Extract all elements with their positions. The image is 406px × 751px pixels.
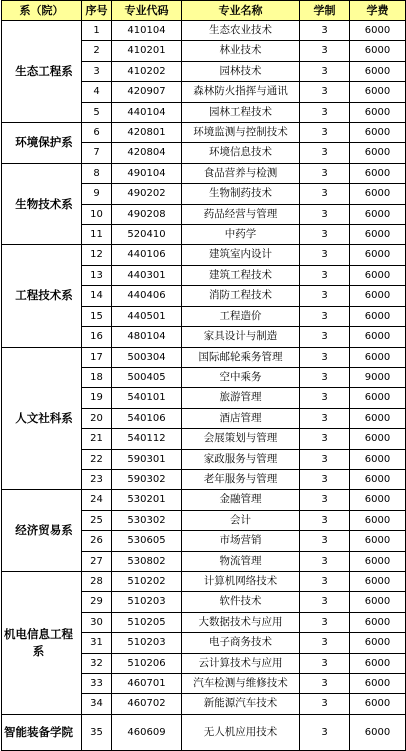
major-name-cell: 园林技术 bbox=[182, 61, 300, 81]
major-name-cell: 园林工程技术 bbox=[182, 102, 300, 122]
study-length-cell: 3 bbox=[300, 510, 350, 530]
study-length-cell: 3 bbox=[300, 449, 350, 469]
table-row bbox=[2, 123, 406, 143]
study-length-cell: 3 bbox=[300, 571, 350, 591]
major-name-cell: 无人机应用技术 bbox=[182, 714, 300, 750]
major-name-cell: 酒店管理 bbox=[182, 408, 300, 428]
major-code-cell: 520410 bbox=[112, 225, 182, 245]
tuition-fee-cell: 6000 bbox=[350, 510, 406, 530]
department-cell: 生物技术系 bbox=[2, 163, 82, 245]
study-length-cell: 3 bbox=[300, 265, 350, 285]
tuition-fee-cell: 6000 bbox=[350, 41, 406, 61]
major-name-cell: 工程造价 bbox=[182, 306, 300, 326]
header-row bbox=[2, 1, 406, 21]
row-number-cell: 17 bbox=[82, 347, 112, 367]
row-number-cell: 20 bbox=[82, 408, 112, 428]
major-name-cell: 物流管理 bbox=[182, 551, 300, 571]
row-number-cell: 2 bbox=[82, 41, 112, 61]
row-number-cell: 28 bbox=[82, 571, 112, 591]
row-number-cell: 30 bbox=[82, 612, 112, 632]
tuition-fee-cell: 6000 bbox=[350, 531, 406, 551]
major-name-cell: 软件技术 bbox=[182, 592, 300, 612]
row-number-cell: 1 bbox=[82, 21, 112, 41]
major-code-cell: 510205 bbox=[112, 612, 182, 632]
tuition-fee-cell: 6000 bbox=[350, 714, 406, 750]
study-length-cell: 3 bbox=[300, 123, 350, 143]
tuition-fee-cell: 6000 bbox=[350, 469, 406, 489]
major-code-cell: 420907 bbox=[112, 82, 182, 102]
study-length-cell: 3 bbox=[300, 347, 350, 367]
tuition-fee-cell: 6000 bbox=[350, 123, 406, 143]
major-code-cell: 440406 bbox=[112, 286, 182, 306]
study-length-cell: 3 bbox=[300, 592, 350, 612]
tuition-fee-cell: 6000 bbox=[350, 327, 406, 347]
row-number-cell: 15 bbox=[82, 306, 112, 326]
study-length-cell: 3 bbox=[300, 102, 350, 122]
majors-fee-table bbox=[1, 0, 406, 751]
major-name-cell: 建筑工程技术 bbox=[182, 265, 300, 285]
study-length-cell: 3 bbox=[300, 163, 350, 183]
major-code-cell: 510202 bbox=[112, 571, 182, 591]
tuition-fee-cell: 6000 bbox=[350, 551, 406, 571]
major-code-cell: 490202 bbox=[112, 184, 182, 204]
major-name-cell: 环境监测与控制技术 bbox=[182, 123, 300, 143]
major-name-cell: 国际邮轮乘务管理 bbox=[182, 347, 300, 367]
study-length-cell: 3 bbox=[300, 429, 350, 449]
study-length-cell: 3 bbox=[300, 633, 350, 653]
row-number-cell: 26 bbox=[82, 531, 112, 551]
row-number-cell: 32 bbox=[82, 653, 112, 673]
row-number-cell: 34 bbox=[82, 694, 112, 714]
major-name-cell: 消防工程技术 bbox=[182, 286, 300, 306]
tuition-fee-cell: 6000 bbox=[350, 286, 406, 306]
major-code-cell: 440104 bbox=[112, 102, 182, 122]
study-length-cell: 3 bbox=[300, 674, 350, 694]
major-code-cell: 540112 bbox=[112, 429, 182, 449]
department-cell: 工程技术系 bbox=[2, 245, 82, 347]
row-number-cell: 8 bbox=[82, 163, 112, 183]
study-length-cell: 3 bbox=[300, 143, 350, 163]
tuition-fee-cell: 6000 bbox=[350, 265, 406, 285]
tuition-fee-cell: 6000 bbox=[350, 82, 406, 102]
tuition-fee-cell: 6000 bbox=[350, 449, 406, 469]
study-length-cell: 3 bbox=[300, 82, 350, 102]
major-name-cell: 会展策划与管理 bbox=[182, 429, 300, 449]
header-no: 序号 bbox=[82, 1, 112, 21]
major-code-cell: 510203 bbox=[112, 633, 182, 653]
tuition-fee-cell: 6000 bbox=[350, 429, 406, 449]
major-name-cell: 中药学 bbox=[182, 225, 300, 245]
row-number-cell: 24 bbox=[82, 490, 112, 510]
major-code-cell: 410201 bbox=[112, 41, 182, 61]
row-number-cell: 10 bbox=[82, 204, 112, 224]
study-length-cell: 3 bbox=[300, 469, 350, 489]
tuition-fee-cell: 6000 bbox=[350, 388, 406, 408]
row-number-cell: 18 bbox=[82, 367, 112, 387]
tuition-fee-cell: 6000 bbox=[350, 306, 406, 326]
department-cell: 智能装备学院 bbox=[2, 714, 82, 750]
table-row bbox=[2, 571, 406, 591]
tuition-fee-cell: 6000 bbox=[350, 592, 406, 612]
major-name-cell: 森林防火指挥与通讯 bbox=[182, 82, 300, 102]
major-name-cell: 生态农业技术 bbox=[182, 21, 300, 41]
header-fee: 学费 bbox=[350, 1, 406, 21]
tuition-fee-cell: 6000 bbox=[350, 184, 406, 204]
department-cell: 经济贸易系 bbox=[2, 490, 82, 572]
major-code-cell: 460702 bbox=[112, 694, 182, 714]
row-number-cell: 35 bbox=[82, 714, 112, 750]
tuition-fee-cell: 6000 bbox=[350, 408, 406, 428]
header-dept: 系（院） bbox=[2, 1, 82, 21]
header-code: 专业代码 bbox=[112, 1, 182, 21]
major-name-cell: 林业技术 bbox=[182, 41, 300, 61]
study-length-cell: 3 bbox=[300, 714, 350, 750]
study-length-cell: 3 bbox=[300, 531, 350, 551]
study-length-cell: 3 bbox=[300, 204, 350, 224]
table-row bbox=[2, 714, 406, 750]
major-code-cell: 460609 bbox=[112, 714, 182, 750]
row-number-cell: 19 bbox=[82, 388, 112, 408]
major-code-cell: 420804 bbox=[112, 143, 182, 163]
table-body bbox=[2, 21, 406, 751]
table-row bbox=[2, 490, 406, 510]
major-code-cell: 540101 bbox=[112, 388, 182, 408]
tuition-fee-cell: 6000 bbox=[350, 204, 406, 224]
major-code-cell: 480104 bbox=[112, 327, 182, 347]
major-code-cell: 530201 bbox=[112, 490, 182, 510]
tuition-fee-cell: 6000 bbox=[350, 633, 406, 653]
row-number-cell: 22 bbox=[82, 449, 112, 469]
tuition-fee-cell: 6000 bbox=[350, 347, 406, 367]
study-length-cell: 3 bbox=[300, 245, 350, 265]
study-length-cell: 3 bbox=[300, 367, 350, 387]
tuition-fee-cell: 6000 bbox=[350, 61, 406, 81]
major-code-cell: 590302 bbox=[112, 469, 182, 489]
row-number-cell: 27 bbox=[82, 551, 112, 571]
major-code-cell: 490208 bbox=[112, 204, 182, 224]
header-major: 专业名称 bbox=[182, 1, 300, 21]
major-code-cell: 440106 bbox=[112, 245, 182, 265]
study-length-cell: 3 bbox=[300, 286, 350, 306]
major-name-cell: 食品营养与检测 bbox=[182, 163, 300, 183]
major-name-cell: 会计 bbox=[182, 510, 300, 530]
major-name-cell: 家具设计与制造 bbox=[182, 327, 300, 347]
row-number-cell: 9 bbox=[82, 184, 112, 204]
major-code-cell: 510206 bbox=[112, 653, 182, 673]
row-number-cell: 23 bbox=[82, 469, 112, 489]
study-length-cell: 3 bbox=[300, 408, 350, 428]
major-name-cell: 空中乘务 bbox=[182, 367, 300, 387]
study-length-cell: 3 bbox=[300, 21, 350, 41]
row-number-cell: 5 bbox=[82, 102, 112, 122]
tuition-fee-cell: 6000 bbox=[350, 571, 406, 591]
department-cell: 生态工程系 bbox=[2, 21, 82, 123]
row-number-cell: 3 bbox=[82, 61, 112, 81]
row-number-cell: 13 bbox=[82, 265, 112, 285]
major-name-cell: 旅游管理 bbox=[182, 388, 300, 408]
row-number-cell: 33 bbox=[82, 674, 112, 694]
row-number-cell: 6 bbox=[82, 123, 112, 143]
row-number-cell: 29 bbox=[82, 592, 112, 612]
major-code-cell: 530302 bbox=[112, 510, 182, 530]
department-cell: 环境保护系 bbox=[2, 123, 82, 164]
study-length-cell: 3 bbox=[300, 225, 350, 245]
row-number-cell: 7 bbox=[82, 143, 112, 163]
major-code-cell: 540106 bbox=[112, 408, 182, 428]
row-number-cell: 31 bbox=[82, 633, 112, 653]
major-name-cell: 环境信息技术 bbox=[182, 143, 300, 163]
major-code-cell: 510203 bbox=[112, 592, 182, 612]
tuition-fee-cell: 6000 bbox=[350, 694, 406, 714]
tuition-fee-cell: 6000 bbox=[350, 225, 406, 245]
major-name-cell: 金融管理 bbox=[182, 490, 300, 510]
department-cell: 人文社科系 bbox=[2, 347, 82, 490]
major-code-cell: 590301 bbox=[112, 449, 182, 469]
major-name-cell: 汽车检测与维修技术 bbox=[182, 674, 300, 694]
major-name-cell: 老年服务与管理 bbox=[182, 469, 300, 489]
study-length-cell: 3 bbox=[300, 306, 350, 326]
major-code-cell: 440301 bbox=[112, 265, 182, 285]
table-row bbox=[2, 347, 406, 367]
tuition-fee-cell: 6000 bbox=[350, 163, 406, 183]
major-name-cell: 新能源汽车技术 bbox=[182, 694, 300, 714]
major-name-cell: 大数据技术与应用 bbox=[182, 612, 300, 632]
tuition-fee-cell: 6000 bbox=[350, 102, 406, 122]
table-row bbox=[2, 163, 406, 183]
tuition-fee-cell: 6000 bbox=[350, 612, 406, 632]
study-length-cell: 3 bbox=[300, 41, 350, 61]
tuition-fee-cell: 6000 bbox=[350, 674, 406, 694]
row-number-cell: 4 bbox=[82, 82, 112, 102]
study-length-cell: 3 bbox=[300, 694, 350, 714]
table-row bbox=[2, 21, 406, 41]
major-name-cell: 建筑室内设计 bbox=[182, 245, 300, 265]
tuition-fee-cell: 6000 bbox=[350, 21, 406, 41]
major-code-cell: 460701 bbox=[112, 674, 182, 694]
row-number-cell: 11 bbox=[82, 225, 112, 245]
study-length-cell: 3 bbox=[300, 490, 350, 510]
major-code-cell: 410202 bbox=[112, 61, 182, 81]
study-length-cell: 3 bbox=[300, 61, 350, 81]
major-code-cell: 530605 bbox=[112, 531, 182, 551]
table-row bbox=[2, 245, 406, 265]
major-code-cell: 440501 bbox=[112, 306, 182, 326]
department-cell: 机电信息工程系 bbox=[2, 571, 82, 714]
study-length-cell: 3 bbox=[300, 327, 350, 347]
major-name-cell: 电子商务技术 bbox=[182, 633, 300, 653]
major-name-cell: 市场营销 bbox=[182, 531, 300, 551]
tuition-fee-cell: 6000 bbox=[350, 245, 406, 265]
tuition-fee-cell: 6000 bbox=[350, 143, 406, 163]
major-name-cell: 云计算技术与应用 bbox=[182, 653, 300, 673]
major-code-cell: 500405 bbox=[112, 367, 182, 387]
row-number-cell: 21 bbox=[82, 429, 112, 449]
row-number-cell: 25 bbox=[82, 510, 112, 530]
major-name-cell: 生物制药技术 bbox=[182, 184, 300, 204]
major-name-cell: 计算机网络技术 bbox=[182, 571, 300, 591]
study-length-cell: 3 bbox=[300, 184, 350, 204]
major-code-cell: 410104 bbox=[112, 21, 182, 41]
major-name-cell: 药品经营与管理 bbox=[182, 204, 300, 224]
study-length-cell: 3 bbox=[300, 653, 350, 673]
major-code-cell: 420801 bbox=[112, 123, 182, 143]
study-length-cell: 3 bbox=[300, 551, 350, 571]
tuition-fee-cell: 9000 bbox=[350, 367, 406, 387]
header-length: 学制 bbox=[300, 1, 350, 21]
row-number-cell: 14 bbox=[82, 286, 112, 306]
major-code-cell: 500304 bbox=[112, 347, 182, 367]
major-code-cell: 490104 bbox=[112, 163, 182, 183]
major-name-cell: 家政服务与管理 bbox=[182, 449, 300, 469]
row-number-cell: 12 bbox=[82, 245, 112, 265]
study-length-cell: 3 bbox=[300, 388, 350, 408]
tuition-fee-cell: 6000 bbox=[350, 653, 406, 673]
row-number-cell: 16 bbox=[82, 327, 112, 347]
major-code-cell: 530802 bbox=[112, 551, 182, 571]
study-length-cell: 3 bbox=[300, 612, 350, 632]
tuition-fee-cell: 6000 bbox=[350, 490, 406, 510]
